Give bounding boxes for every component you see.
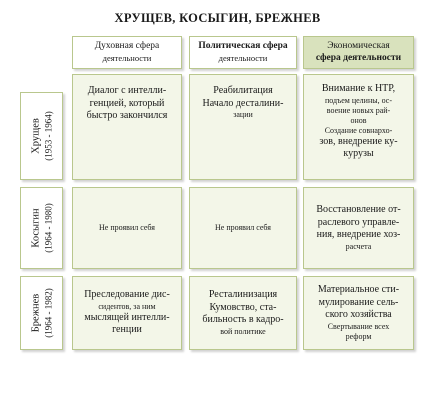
leader-brezhnev — [20, 276, 63, 350]
header-political-line1: Политическая сфера — [198, 41, 288, 52]
cell-line: генции — [112, 324, 142, 336]
header-spiritual-line2: деятельности — [102, 53, 152, 64]
cell-line: сидентов, за ним — [98, 301, 156, 311]
leader-khrushchev — [20, 92, 63, 180]
cell-khrushchev-spiritual — [72, 74, 182, 180]
cell-line: зов, внедрение ку- — [319, 135, 398, 147]
cell-line: Материальное сти- — [317, 284, 400, 296]
header-political — [189, 36, 297, 69]
header-economic-line2: сфера деятельности — [315, 52, 402, 63]
cell-brezhnev-political — [189, 276, 297, 350]
cell-line: вой политике — [220, 326, 266, 336]
leader-brezhnev-name: Брежнев — [29, 293, 41, 333]
header-political-line2: деятельности — [218, 53, 268, 64]
cell-line: Реабилитация — [213, 85, 273, 96]
cell-line: быстро закончился — [86, 110, 168, 121]
cell-line: мыслящей интелли- — [84, 311, 170, 323]
cell-line: Не проявил себя — [215, 223, 271, 232]
cell-line: курузы — [343, 148, 374, 159]
leader-brezhnev-years: (1964 - 1982) — [42, 288, 53, 338]
cell-line: Преследование дис- — [84, 289, 170, 301]
cell-line: Восстановление от- — [316, 204, 401, 216]
cell-line: генцией, который — [89, 97, 165, 109]
leader-kosygin — [20, 187, 63, 269]
cell-line: зации — [233, 110, 253, 119]
cell-line: Внимание к НТР, — [321, 83, 396, 94]
cell-line: Диалог с интелли- — [87, 85, 167, 96]
header-economic-line1: Экономическая — [327, 40, 390, 51]
cell-khrushchev-economic — [303, 74, 414, 180]
cell-line: ского хозяйства — [325, 309, 392, 321]
cell-line: расчета — [345, 241, 372, 251]
diagram-title: ХРУЩЕВ, КОСЫГИН, БРЕЖНЕВ — [114, 11, 321, 25]
leader-kosygin-years: (1964 - 1980) — [42, 203, 53, 253]
cell-line: мулирование сель- — [318, 296, 399, 308]
cell-line: Ресталинизация — [208, 289, 278, 301]
cell-kosygin-economic — [303, 187, 414, 269]
header-economic — [303, 36, 414, 69]
cell-line: онов — [350, 115, 367, 125]
cell-kosygin-spiritual — [72, 187, 182, 269]
cell-khrushchev-political — [189, 74, 297, 180]
cell-line: подъем целины, ос- — [324, 95, 393, 105]
leader-khrushchev-name: Хрущев — [29, 118, 41, 154]
cell-line: Начало десталини- — [202, 97, 284, 109]
cell-line: реформ — [345, 331, 372, 341]
header-spiritual-line1: Духовная сфера — [94, 41, 160, 52]
cell-line: Создание совнархо- — [324, 125, 393, 135]
cell-line: воение новых рай- — [326, 105, 391, 115]
cell-brezhnev-spiritual — [72, 276, 182, 350]
leader-khrushchev-years: (1953 - 1964) — [42, 111, 53, 161]
cell-line: Кумовство, ста- — [209, 301, 277, 313]
cell-kosygin-political — [189, 187, 297, 269]
cell-brezhnev-economic — [303, 276, 414, 350]
leader-kosygin-name: Косыгин — [29, 208, 41, 248]
cell-line: бильность в кадро- — [202, 314, 284, 326]
cell-line: Не проявил себя — [99, 223, 155, 232]
cell-line: ния, внедрение хоз- — [316, 229, 401, 241]
header-spiritual — [72, 36, 182, 69]
cell-line: раслевого управле- — [317, 216, 400, 228]
cell-line: Свертывание всех — [327, 321, 390, 331]
